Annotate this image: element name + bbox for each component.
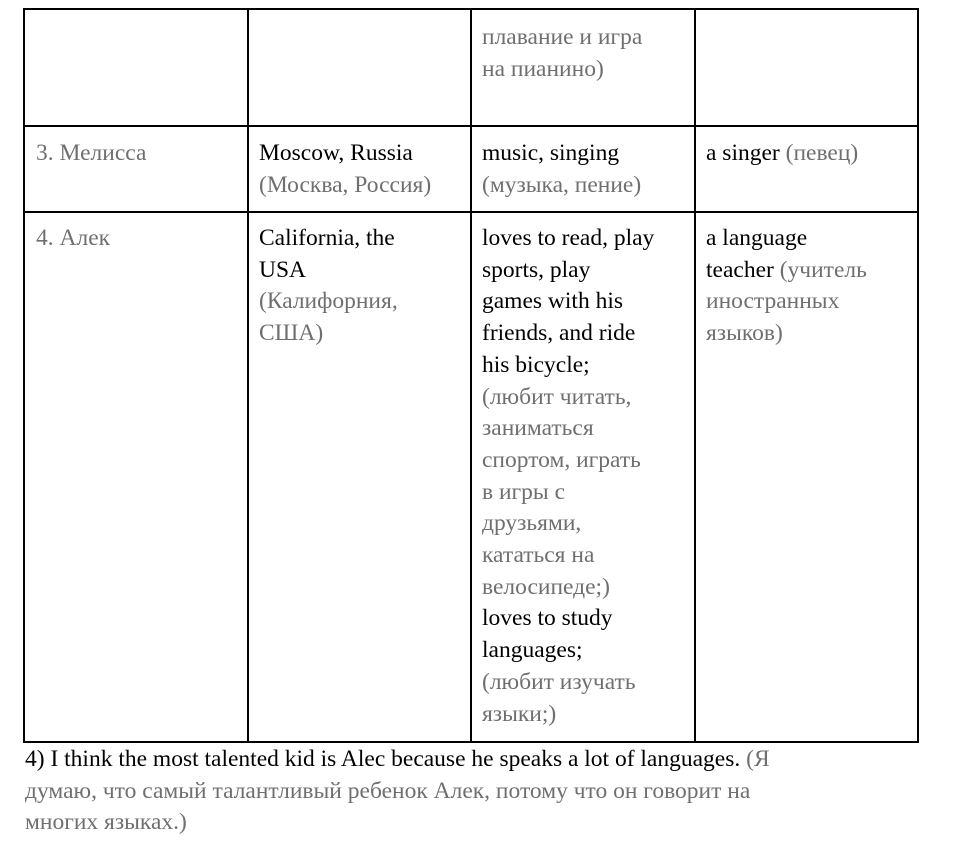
answer-russian-start: (Я: [746, 746, 770, 772]
hobby-line: loves to study: [482, 605, 613, 632]
hobby-line: на пианино): [482, 55, 604, 82]
answer-paragraph: [25, 744, 925, 839]
row-3-job-cell: [706, 223, 916, 350]
place-line: (Москва, Россия): [259, 171, 432, 198]
job-line: языков): [706, 320, 783, 347]
answer-english: 4) I think the most talented kid is Alec because he speaks a lot of languages.: [25, 746, 741, 772]
job-line: иностранных: [706, 288, 840, 315]
job-en: a singer: [706, 140, 780, 166]
hobby-line: languages;: [482, 637, 583, 664]
job-line: [706, 255, 916, 287]
answer-line-3: многих языках.): [25, 809, 187, 836]
place-line: (Калифорния,: [259, 288, 398, 315]
hobby-line: his bicycle;: [482, 351, 590, 378]
place-line: США): [259, 320, 324, 347]
row-1-hobbies-cell: [482, 22, 692, 85]
job-ru: (учитель: [779, 256, 867, 283]
row-2-hobbies-cell: [482, 138, 692, 201]
hobby-line: (любит изучать: [482, 668, 636, 695]
hobby-line: sports, play: [482, 256, 591, 283]
hobby-line: games with his: [482, 288, 623, 315]
hobby-line: спортом, играть: [482, 446, 641, 473]
hobby-line: music, singing: [482, 140, 620, 166]
row-2-name-cell: [36, 138, 246, 170]
answer-line-1: [25, 744, 925, 776]
hobby-line: в игры с: [482, 478, 566, 505]
row-divider: [25, 211, 917, 213]
row-2-job-cell: [706, 138, 916, 170]
job-en: teacher: [706, 256, 774, 283]
hobby-line: языки;): [482, 700, 557, 727]
column-divider: [694, 10, 696, 741]
hobby-line: друзьями,: [482, 510, 582, 537]
answer-line-2: думаю, что самый талантливый ребенок Алек, потому что он говорит на: [25, 777, 751, 804]
job-ru: (певец): [785, 140, 859, 166]
job-line: [706, 223, 916, 255]
hobby-line: плавание и игра: [482, 24, 643, 50]
row-2-place-cell: [259, 138, 469, 201]
hobby-line: loves to read, play: [482, 225, 655, 251]
hobby-line: велосипеде;): [482, 573, 610, 600]
hobby-line: (музыка, пение): [482, 171, 642, 198]
column-divider: [247, 10, 249, 741]
answer-table: [23, 8, 919, 743]
row-3-name-cell: [36, 223, 246, 255]
person-name: 4. Алек: [36, 225, 111, 251]
job-en: a language: [706, 225, 808, 251]
hobby-line: заниматься: [482, 415, 594, 442]
place-line: California, the: [259, 225, 395, 251]
row-3-place-cell: [259, 223, 469, 350]
job-line: [706, 138, 916, 170]
column-divider: [470, 10, 472, 741]
place-line: Moscow, Russia: [259, 140, 413, 166]
hobby-line: кататься на: [482, 542, 595, 569]
hobby-line: (любит читать,: [482, 383, 632, 410]
row-divider: [25, 125, 917, 127]
person-name: 3. Мелисса: [36, 140, 147, 166]
hobby-line: friends, and ride: [482, 320, 636, 347]
row-3-hobbies-cell: [482, 223, 692, 730]
place-line: USA: [259, 256, 307, 283]
